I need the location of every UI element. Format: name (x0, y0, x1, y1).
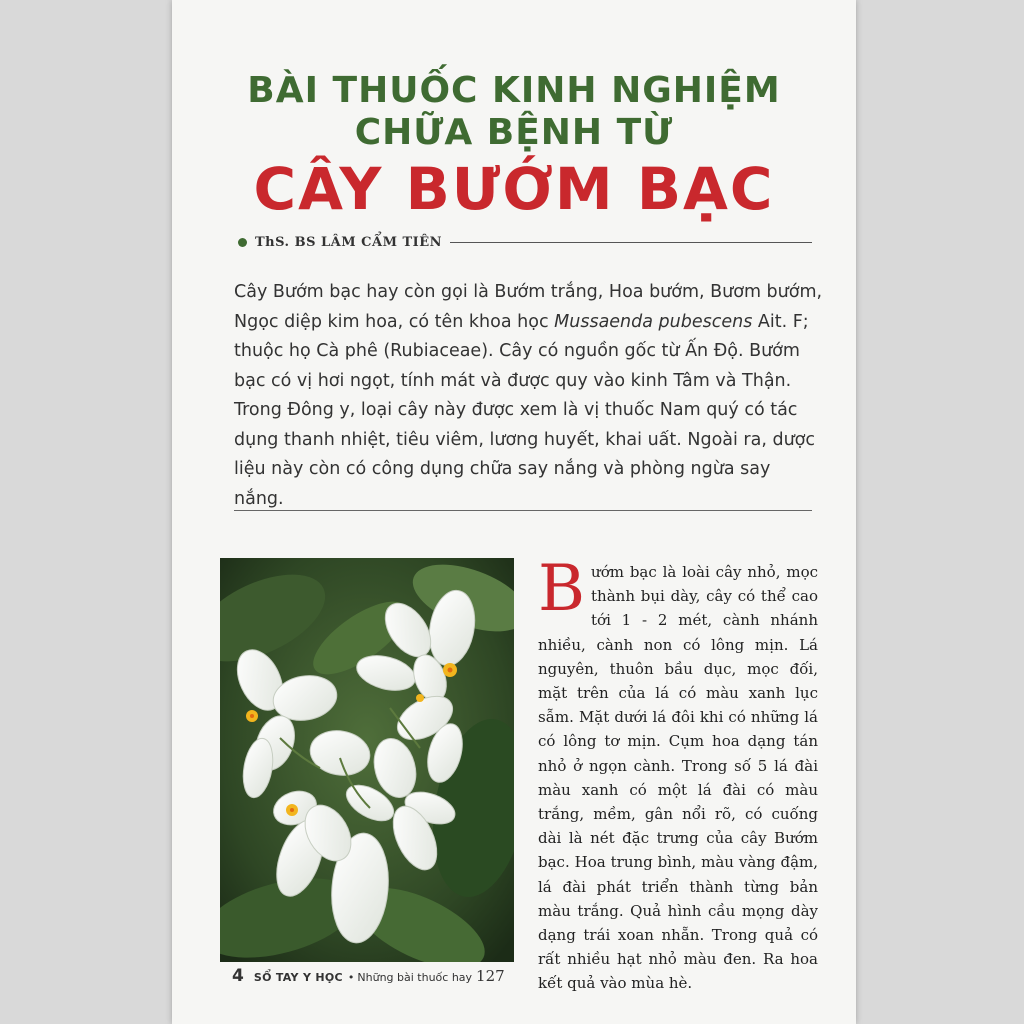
issue-label: Những bài thuốc hay (357, 971, 473, 984)
page-footer (232, 966, 505, 986)
intro-paragraph (234, 278, 824, 514)
magazine-name: SỔ TAY Y HỌC (253, 971, 343, 984)
drop-cap: B (538, 552, 586, 626)
footer-separator: • (347, 971, 355, 984)
body-paragraph (538, 552, 818, 996)
byline (238, 232, 812, 252)
title-line-2: CHỮA BỆNH TỪ (354, 112, 674, 153)
byline-rule (450, 242, 812, 243)
title-line-1: BÀI THUỐC KINH NGHIỆM (247, 70, 781, 111)
body-text: ướm bạc là loài cây nhỏ, mọc thành bụi dày, cây có thể cao tới 1 - 2 mét, cành nhánh nhiều, cành non có lông mịn. Lá nguyên, thuôn bầu dục, mọc đối, mặt trên của lá có màu xanh lục sẫm. Mặt dưới lá đôi khi có những lá có lông tơ mịn. Cụm hoa dạng tán nhỏ ở ngọn cành. Trong số 5 lá đài màu xanh có một lá đài có màu trắng, mềm, gân nổi rõ, có cuống dài là nét đặc trưng của cây Bướm bạc. Hoa trung bình, màu vàng đậm, lá đài phát triển thành từng bản màu trắng. Quả hình cầu mọng dày dạng trái xoan nhẵn. Trong quả có rất nhiều hạt nhỏ màu đen. Ra hoa kết quả vào mùa hè. (538, 563, 818, 993)
issue-number: 127 (476, 967, 505, 985)
section-divider (234, 510, 812, 511)
document-page (172, 0, 856, 1024)
scientific-name: Mussaenda pubescens (554, 311, 753, 332)
bullet-icon (238, 238, 247, 247)
page-number: 4 (232, 966, 244, 986)
title-line-3: CÂY BƯỚM BẠC (253, 155, 775, 223)
mussaenda-flower-image (220, 558, 514, 962)
flower-photo (220, 558, 514, 962)
author-name: ThS. BS LÂM CẨM TIÊN (255, 234, 443, 250)
intro-text-2: Ait. F; thuộc họ Cà phê (Rubiaceae). Cây có nguồn gốc từ Ấn Độ. Bướm bạc có vị hơi ngọt, tính mát và được quy vào kinh Tâm và Thận. Trong Đông y, loại cây này được xem là vị thuốc Nam quý có tác dụng thanh nhiệt, tiêu viêm, lương huyết, khai uất. Ngoài ra, dược liệu này còn có công dụng chữa say nắng và phòng ngừa say nắng. (234, 311, 816, 509)
intro-text-1: Cây Bướm bạc hay còn gọi là Bướm trắng, Hoa bướm, Bươm bướm, Ngọc diệp kim hoa, có tên khoa học (234, 282, 823, 332)
